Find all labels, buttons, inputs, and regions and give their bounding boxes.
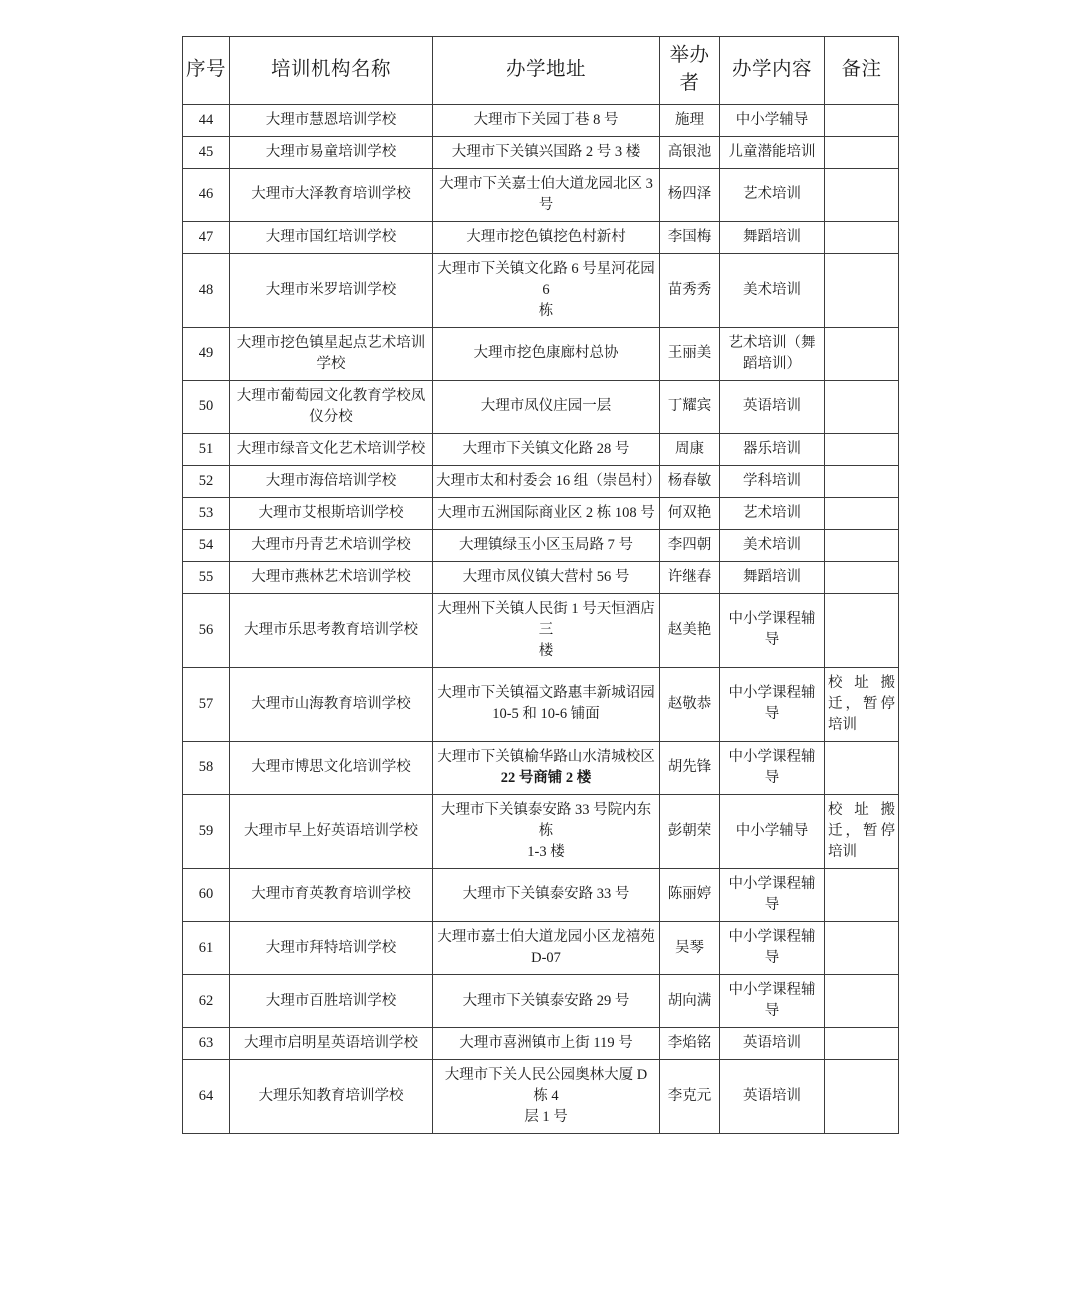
address-line: 楼 (538, 642, 554, 659)
cell-remark (825, 561, 899, 593)
table-row (183, 136, 899, 168)
address-line: 大理市下关镇泰安路 33 号院内东栋 (440, 801, 652, 839)
cell-seq: 46 (183, 168, 230, 221)
cell-remark (825, 1028, 899, 1060)
table-row (183, 794, 899, 868)
table-row (183, 741, 899, 794)
address-line: 大理市下关镇泰安路 29 号 (462, 992, 630, 1009)
column-header-address: 办学地址 (433, 37, 660, 105)
cell-remark (825, 433, 899, 465)
cell-content: 中小学辅导 (720, 794, 825, 868)
cell-seq: 64 (183, 1060, 230, 1134)
column-header-content: 办学内容 (720, 37, 825, 105)
cell-institution-name: 大理市挖色镇星起点艺术培训学校 (230, 327, 433, 380)
cell-remark (825, 922, 899, 975)
cell-seq: 54 (183, 529, 230, 561)
cell-remark (825, 529, 899, 561)
table-body (183, 104, 899, 1134)
cell-institution-name: 大理市绿音文化艺术培训学校 (230, 433, 433, 465)
column-header-remark: 备注 (825, 37, 899, 105)
cell-content: 舞蹈培训 (720, 221, 825, 253)
table-header-row (183, 37, 899, 105)
cell-address (433, 922, 660, 975)
cell-seq: 59 (183, 794, 230, 868)
address-line: 大理市下关镇文化路 6 号星河花园 6 (437, 260, 655, 298)
cell-owner: 李国梅 (660, 221, 720, 253)
address-line: 大理市挖色康廊村总协 (473, 345, 619, 362)
cell-institution-name: 大理市国红培训学校 (230, 221, 433, 253)
cell-remark (825, 1060, 899, 1134)
address-line: 大理市下关镇福文路惠丰新城诏园 (437, 685, 655, 702)
cell-seq: 61 (183, 922, 230, 975)
cell-remark (825, 327, 899, 380)
cell-institution-name: 大理市丹青艺术培训学校 (230, 529, 433, 561)
cell-address (433, 741, 660, 794)
cell-seq: 48 (183, 253, 230, 327)
cell-content: 中小学辅导 (720, 104, 825, 136)
table-header (183, 37, 899, 105)
cell-institution-name: 大理市米罗培训学校 (230, 253, 433, 327)
cell-owner: 王丽美 (660, 327, 720, 380)
cell-content: 舞蹈培训 (720, 561, 825, 593)
table-row (183, 327, 899, 380)
address-line: 大理市凤仪镇大营村 56 号 (462, 568, 630, 585)
cell-institution-name: 大理市拜特培训学校 (230, 922, 433, 975)
cell-seq: 44 (183, 104, 230, 136)
cell-content: 器乐培训 (720, 433, 825, 465)
remark-line: 培训 (828, 843, 857, 860)
address-line: 大理市挖色镇挖色村新村 (466, 228, 626, 245)
table-row (183, 221, 899, 253)
cell-owner: 吴琴 (660, 922, 720, 975)
cell-owner: 周康 (660, 433, 720, 465)
table-row (183, 868, 899, 921)
cell-seq: 49 (183, 327, 230, 380)
cell-institution-name: 大理市乐思考教育培训学校 (230, 593, 433, 667)
table-row (183, 561, 899, 593)
table-row (183, 1060, 899, 1134)
remark-line: 校址搬 (828, 801, 895, 818)
cell-content: 艺术培训 (720, 497, 825, 529)
table-row (183, 465, 899, 497)
cell-address (433, 868, 660, 921)
cell-content: 中小学课程辅导 (720, 667, 825, 741)
cell-institution-name: 大理市易童培训学校 (230, 136, 433, 168)
cell-owner: 彭朝荣 (660, 794, 720, 868)
remark-line: 迁，暂停 (828, 695, 895, 712)
cell-owner: 赵美艳 (660, 593, 720, 667)
cell-address (433, 253, 660, 327)
address-line: 10-5 和 10-6 铺面 (492, 706, 600, 723)
cell-content: 美术培训 (720, 529, 825, 561)
table-row (183, 380, 899, 433)
cell-owner: 胡向满 (660, 975, 720, 1028)
cell-content: 学科培训 (720, 465, 825, 497)
cell-owner: 胡先锋 (660, 741, 720, 794)
cell-seq: 58 (183, 741, 230, 794)
cell-institution-name: 大理市海倍培训学校 (230, 465, 433, 497)
cell-institution-name: 大理市葡萄园文化教育学校凤仪分校 (230, 380, 433, 433)
cell-seq: 51 (183, 433, 230, 465)
cell-owner: 李焰铭 (660, 1028, 720, 1060)
cell-seq: 56 (183, 593, 230, 667)
cell-owner: 何双艳 (660, 497, 720, 529)
cell-seq: 63 (183, 1028, 230, 1060)
cell-address (433, 529, 660, 561)
cell-seq: 53 (183, 497, 230, 529)
remark-line: 迁，暂停 (828, 822, 895, 839)
cell-owner: 高银池 (660, 136, 720, 168)
cell-institution-name: 大理市艾根斯培训学校 (230, 497, 433, 529)
cell-remark (825, 741, 899, 794)
address-line: 大理市喜洲镇市上街 119 号 (459, 1035, 633, 1052)
cell-content: 儿童潜能培训 (720, 136, 825, 168)
table-row (183, 529, 899, 561)
cell-address (433, 593, 660, 667)
cell-address (433, 465, 660, 497)
cell-institution-name: 大理市山海教育培训学校 (230, 667, 433, 741)
table-row (183, 922, 899, 975)
address-line: 大理镇绿玉小区玉局路 7 号 (459, 536, 633, 553)
cell-remark (825, 380, 899, 433)
column-header-name: 培训机构名称 (230, 37, 433, 105)
cell-address (433, 975, 660, 1028)
address-line: 大理市下关人民公园奥林大厦 D 栋 4 (444, 1067, 648, 1105)
cell-seq: 47 (183, 221, 230, 253)
table-row (183, 975, 899, 1028)
column-header-owner: 举办者 (660, 37, 720, 105)
cell-address (433, 168, 660, 221)
address-line: 1-3 楼 (527, 843, 565, 860)
cell-owner: 苗秀秀 (660, 253, 720, 327)
cell-owner: 李四朝 (660, 529, 720, 561)
cell-institution-name: 大理市早上好英语培训学校 (230, 794, 433, 868)
table-row (183, 253, 899, 327)
address-line: 大理市下关园丁巷 8 号 (473, 111, 619, 128)
cell-address (433, 380, 660, 433)
cell-seq: 45 (183, 136, 230, 168)
cell-content: 中小学课程辅导 (720, 868, 825, 921)
cell-address (433, 497, 660, 529)
cell-remark (825, 221, 899, 253)
cell-institution-name: 大理市博思文化培训学校 (230, 741, 433, 794)
cell-seq: 52 (183, 465, 230, 497)
cell-owner: 杨春敏 (660, 465, 720, 497)
training-institutions-table (182, 36, 899, 1134)
cell-address (433, 1028, 660, 1060)
cell-seq: 50 (183, 380, 230, 433)
address-line: 大理市太和村委会 16 组（崇邑村） (436, 472, 661, 489)
table-row (183, 1028, 899, 1060)
table-row (183, 593, 899, 667)
cell-owner: 许继春 (660, 561, 720, 593)
cell-content: 中小学课程辅导 (720, 593, 825, 667)
remark-line: 校址搬 (828, 674, 895, 691)
cell-institution-name: 大理市百胜培训学校 (230, 975, 433, 1028)
table-row (183, 168, 899, 221)
address-line: 大理市下关嘉士伯大道龙园北区 3 号 (439, 175, 653, 213)
cell-content: 英语培训 (720, 380, 825, 433)
cell-remark (825, 794, 899, 868)
address-line: 大理市凤仪庄园一层 (480, 398, 612, 415)
cell-address (433, 433, 660, 465)
cell-content: 艺术培训（舞蹈培训） (720, 327, 825, 380)
cell-remark (825, 136, 899, 168)
cell-seq: 55 (183, 561, 230, 593)
cell-address (433, 561, 660, 593)
cell-content: 英语培训 (720, 1060, 825, 1134)
cell-remark (825, 667, 899, 741)
cell-remark (825, 975, 899, 1028)
cell-content: 美术培训 (720, 253, 825, 327)
address-line: 大理市下关镇兴国路 2 号 3 楼 (451, 143, 641, 160)
cell-address (433, 794, 660, 868)
cell-content: 中小学课程辅导 (720, 922, 825, 975)
table-row (183, 497, 899, 529)
cell-content: 艺术培训 (720, 168, 825, 221)
cell-remark (825, 253, 899, 327)
address-line: 22 号商铺 2 楼 (500, 769, 592, 786)
cell-owner: 李克元 (660, 1060, 720, 1134)
cell-content: 英语培训 (720, 1028, 825, 1060)
address-line: 栋 (538, 302, 554, 319)
remark-line: 培训 (828, 716, 857, 733)
table-row (183, 667, 899, 741)
cell-owner: 赵敬恭 (660, 667, 720, 741)
cell-institution-name: 大理乐知教育培训学校 (230, 1060, 433, 1134)
cell-owner: 陈丽婷 (660, 868, 720, 921)
table-row (183, 104, 899, 136)
cell-seq: 62 (183, 975, 230, 1028)
address-line: 大理市下关镇文化路 28 号 (462, 440, 630, 457)
cell-seq: 60 (183, 868, 230, 921)
cell-address (433, 104, 660, 136)
cell-content: 中小学课程辅导 (720, 975, 825, 1028)
cell-address (433, 667, 660, 741)
cell-address (433, 1060, 660, 1134)
address-line: 大理州下关镇人民街 1 号天恒酒店三 (437, 600, 655, 638)
cell-institution-name: 大理市慧恩培训学校 (230, 104, 433, 136)
address-line: 大理市下关镇泰安路 33 号 (462, 886, 630, 903)
column-header-seq: 序号 (183, 37, 230, 105)
cell-owner: 杨四泽 (660, 168, 720, 221)
cell-institution-name: 大理市大泽教育培训学校 (230, 168, 433, 221)
cell-remark (825, 497, 899, 529)
address-line: 层 1 号 (524, 1109, 568, 1126)
cell-owner: 丁耀宾 (660, 380, 720, 433)
cell-content: 中小学课程辅导 (720, 741, 825, 794)
cell-institution-name: 大理市育英教育培训学校 (230, 868, 433, 921)
address-line: 大理市嘉士伯大道龙园小区龙禧苑 (437, 929, 655, 945)
cell-remark (825, 104, 899, 136)
table-row (183, 433, 899, 465)
cell-institution-name: 大理市启明星英语培训学校 (230, 1028, 433, 1060)
cell-address (433, 221, 660, 253)
cell-remark (825, 868, 899, 921)
cell-remark (825, 168, 899, 221)
cell-address (433, 327, 660, 380)
address-line: 大理市五洲国际商业区 2 栋 108 号 (437, 504, 655, 521)
cell-remark (825, 593, 899, 667)
address-line: D-07 (531, 950, 561, 967)
cell-remark (825, 465, 899, 497)
address-line: 大理市下关镇榆华路山水清城校区 (437, 748, 655, 765)
cell-address (433, 136, 660, 168)
cell-institution-name: 大理市燕林艺术培训学校 (230, 561, 433, 593)
cell-owner: 施理 (660, 104, 720, 136)
cell-seq: 57 (183, 667, 230, 741)
